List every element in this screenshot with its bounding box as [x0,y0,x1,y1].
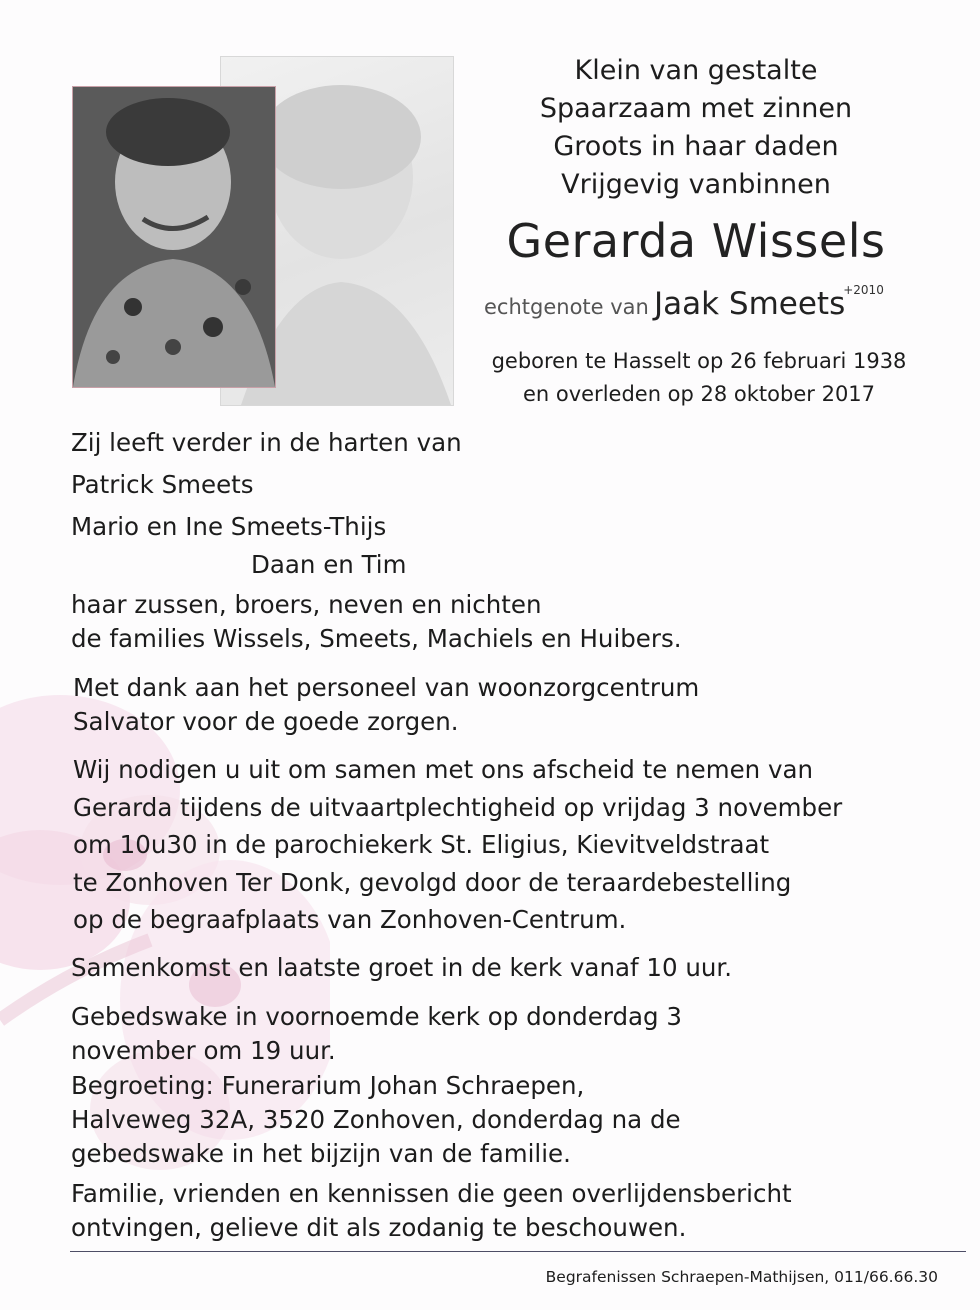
family-line: haar zussen, broers, neven en nichten [71,590,542,619]
mourners-list [71,422,951,586]
poem-line: Groots in haar daden [553,131,839,162]
text-line: Begroeting: Funerarium Johan Schraepen, [71,1071,585,1100]
funeral-paragraph [73,751,953,939]
funeral-home-credit: Begrafenissen Schraepen-Mathijsen, 011/66.66.30 [545,1268,938,1286]
text-line: Wij nodigen u uit om samen met ons afscheid te nemen van [73,755,814,784]
text-line: ontvingen, gelieve dit als zodanig te beschouwen. [71,1213,687,1242]
mourner-name: Patrick Smeets [71,470,254,499]
spouse-line [484,283,944,322]
memorial-poem [480,52,912,204]
mourners-intro: Zij leeft verder in de harten van [71,428,462,457]
poem-line: Klein van gestalte [574,55,818,86]
spouse-name: Jaak Smeets [653,286,846,322]
thanks-paragraph [73,671,953,739]
family-line: de families Wissels, Smeets, Machiels en Huibers. [71,624,682,653]
text-line: Samenkomst en laatste groet in de kerk vanaf 10 uur. [71,953,733,982]
poem-line: Spaarzaam met zinnen [539,93,853,124]
text-line: om 10u30 in de parochiekerk St. Eligius, Kievitveldstraat [73,830,770,859]
greeting-paragraph [71,1069,951,1171]
spouse-death-year: +2010 [843,283,884,297]
mourner-name: Daan en Tim [251,550,407,579]
text-line: op de begraafplaats van Zonhoven-Centrum. [73,905,627,934]
life-dates [468,345,930,411]
text-line: Salvator voor de goede zorgen. [73,707,459,736]
text-line: november om 19 uur. [71,1036,336,1065]
text-line: Gerarda tijdens de uitvaartplechtigheid op vrijdag 3 november [73,792,843,822]
portrait-photo [72,86,276,388]
family-list [71,588,951,656]
text-line: Met dank aan het personeel van woonzorgcentrum [73,673,700,702]
death-line: en overleden op 28 oktober 2017 [522,382,876,406]
poem-line: Vrijgevig vanbinnen [561,169,831,200]
wake-paragraph [71,1000,951,1068]
text-line: gebedswake in het bijzijn van de familie. [71,1139,571,1168]
text-line: Familie, vrienden en kennissen die geen overlijdensbericht [71,1179,792,1208]
text-line: Halveweg 32A, 3520 Zonhoven, donderdag na de [71,1105,681,1134]
mourner-name: Mario en Ine Smeets-Thijs [71,512,387,541]
notice-paragraph [71,1177,951,1245]
birth-line: geboren te Hasselt op 26 februari 1938 [491,349,907,373]
deceased-name: Gerarda Wissels [506,214,886,268]
footer-divider [70,1251,966,1252]
text-line: te Zonhoven Ter Donk, gevolgd door de teraardebestelling [73,867,792,897]
text-line: Gebedswake in voornoemde kerk op donderdag 3 [71,1002,682,1031]
gathering-paragraph [71,951,951,985]
spouse-prefix: echtgenote van [484,295,649,319]
